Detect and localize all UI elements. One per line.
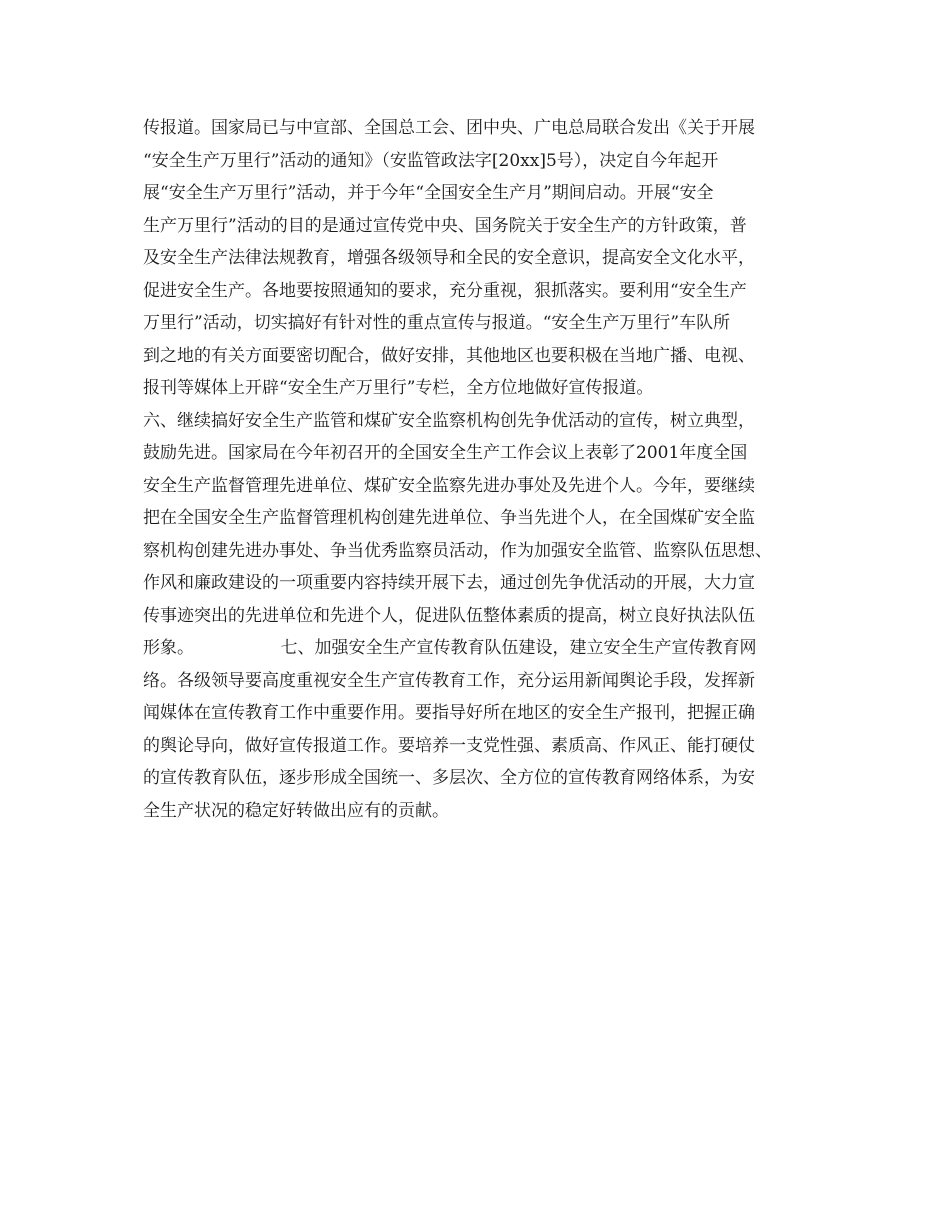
text-line: 鼓励先进。国家局在今年初召开的全国安全生产工作会议上表彰了2001年度全国	[143, 443, 748, 463]
text-line: 察机构创建先进办事处、争当优秀监察员活动，作为加强安全监管、监察队伍思想、	[143, 540, 772, 561]
text-line: 的宣传教育队伍，逐步形成全国统一、多层次、全方位的宣传教育网络体系，为安	[143, 768, 755, 788]
text-line: 及安全生产法律法规教育，增强各级领导和全民的安全意识，提高安全文化水平，	[143, 248, 755, 268]
text-line: 生产万里行”活动的目的是通过宣传党中央、国务院关于安全生产的方针政策，普	[143, 215, 747, 236]
text-line: 作风和廉政建设的一项重要内容持续开展下去，通过创先争优活动的开展，大力宣	[143, 573, 755, 593]
text-line: 闻媒体在宣传教育工作中重要作用。要指导好所在地区的安全生产报刊，把握正确	[143, 703, 755, 723]
text-line: 传报道。国家局已与中宣部、全国总工会、团中央、广电总局联合发出《关于开展	[143, 118, 755, 138]
section-heading-line: 形象。 七、加强安全生产宣传教育队伍建设，建立安全生产宣传教育网	[143, 638, 757, 658]
text-line: 把在全国安全生产监督管理机构创建先进单位、争当先进个人，在全国煤矿安全监	[143, 508, 755, 528]
text-line: 的舆论导向，做好宣传报道工作。要培养一支党性强、素质高、作风正、能打硬仗	[143, 735, 755, 756]
text-line: 安全生产监督管理先进单位、煤矿安全监察先进办事处及先进个人。今年，要继续	[143, 475, 755, 496]
text-line: 报刊等媒体上开辟“安全生产万里行”专栏，全方位地做好宣传报道。	[143, 378, 654, 398]
text-line: 促进安全生产。各地要按照通知的要求，充分重视，狠抓落实。要利用“安全生产	[143, 280, 747, 301]
text-line: 络。各级领导要高度重视安全生产宣传教育工作，充分运用新闻舆论手段，发挥新	[143, 670, 755, 691]
text-line: 全生产状况的稳定好转做出应有的贡献。	[143, 800, 449, 821]
text-line: “安全生产万里行”活动的通知》（安监管政法字[20xx]5号），决定自今年起开	[143, 150, 719, 171]
text-line: 传事迹突出的先进单位和先进个人，促进队伍整体素质的提高，树立良好执法队伍	[143, 605, 755, 626]
section-heading-line: 六、继续搞好安全生产监管和煤矿安全监察机构创先争优活动的宣传，树立典型，	[143, 410, 755, 431]
text-line: 到之地的有关方面要密切配合，做好安排，其他地区也要积极在当地广播、电视、	[143, 345, 755, 366]
document-body	[143, 112, 823, 827]
text-line: 万里行”活动，切实搞好有针对性的重点宣传与报道。“安全生产万里行”车队所	[143, 313, 731, 333]
text-line: 展“安全生产万里行”活动，并于今年“全国安全生产月”期间启动。开展“安全	[143, 183, 714, 203]
